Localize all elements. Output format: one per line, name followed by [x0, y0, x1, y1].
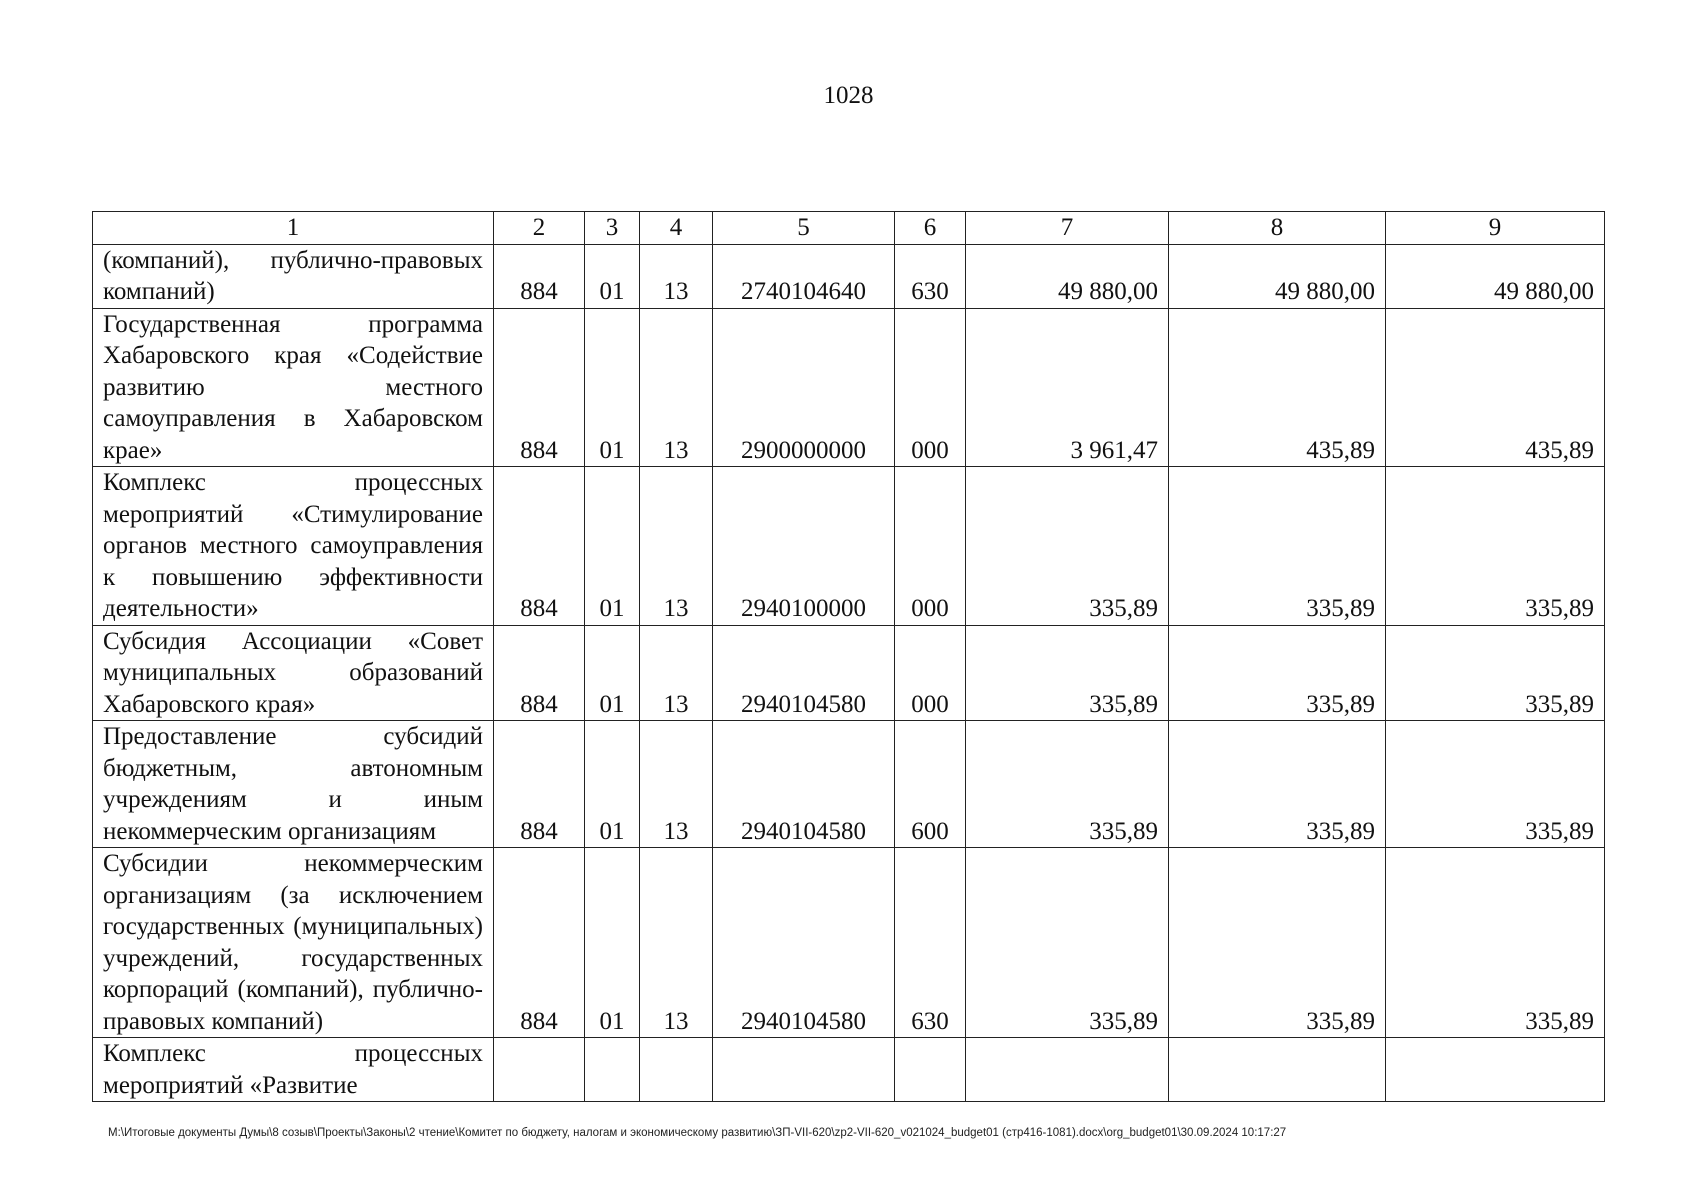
- amount-cell-col9: 335,89: [1386, 467, 1605, 626]
- expense-type-cell: 000: [895, 625, 966, 721]
- row-name-cell: Субсидия Ассоциации «Совет муниципальных образований Хабаровского края»: [93, 625, 494, 721]
- table-row: [93, 848, 1605, 1038]
- row-name-cell: Предоставление субсидий бюджетным, автономным учреждениям и иным некоммерческим организациям: [93, 721, 494, 848]
- ministry-code-cell: [494, 1038, 585, 1102]
- column-header: 6: [895, 212, 966, 245]
- amount-cell-col9: 335,89: [1386, 848, 1605, 1038]
- table-row: [93, 721, 1605, 848]
- ministry-code-cell: 884: [494, 625, 585, 721]
- subsection-code-cell: 13: [640, 244, 713, 308]
- amount-cell-col7: [966, 1038, 1169, 1102]
- row-name-cell: Комплекс процессных мероприятий «Развитие: [93, 1038, 494, 1102]
- expense-type-cell: 630: [895, 244, 966, 308]
- amount-cell-col7: 335,89: [966, 625, 1169, 721]
- budget-table: [92, 211, 1605, 1102]
- file-path-footer: M:\Итоговые документы Думы\8 созыв\Проекты\Законы\2 чтение\Комитет по бюджету, налогам и экономическому развитию\ЗП-VII-620\zp2-VII-620_v021024_budget01 (стр416-1081).docx\org_budget01\30.09.2024 10:17:27: [108, 1127, 1287, 1139]
- target-article-cell: 2940104580: [713, 848, 895, 1038]
- column-header: 7: [966, 212, 1169, 245]
- column-header: 8: [1169, 212, 1386, 245]
- ministry-code-cell: 884: [494, 848, 585, 1038]
- amount-cell-col7: 335,89: [966, 467, 1169, 626]
- row-name-cell: Комплекс процессных мероприятий «Стимулирование органов местного самоуправления к повышению эффективности деятельности»: [93, 467, 494, 626]
- amount-cell-col8: 335,89: [1169, 848, 1386, 1038]
- column-header: 1: [93, 212, 494, 245]
- target-article-cell: 2940100000: [713, 467, 895, 626]
- target-article-cell: 2940104580: [713, 625, 895, 721]
- column-header: 3: [585, 212, 640, 245]
- expense-type-cell: 000: [895, 308, 966, 467]
- subsection-code-cell: 13: [640, 721, 713, 848]
- subsection-code-cell: 13: [640, 308, 713, 467]
- target-article-cell: 2900000000: [713, 308, 895, 467]
- target-article-cell: 2740104640: [713, 244, 895, 308]
- target-article-cell: 2940104580: [713, 721, 895, 848]
- subsection-code-cell: 13: [640, 625, 713, 721]
- column-header: 5: [713, 212, 895, 245]
- section-code-cell: 01: [585, 467, 640, 626]
- row-name-cell: Субсидии некоммерческим организациям (за исключением государственных (муниципальных) учреждений, государственных корпораций (компаний), публично-правовых компаний): [93, 848, 494, 1038]
- subsection-code-cell: 13: [640, 848, 713, 1038]
- amount-cell-col9: [1386, 1038, 1605, 1102]
- expense-type-cell: 630: [895, 848, 966, 1038]
- section-code-cell: 01: [585, 244, 640, 308]
- amount-cell-col7: 335,89: [966, 721, 1169, 848]
- ministry-code-cell: 884: [494, 308, 585, 467]
- section-code-cell: 01: [585, 308, 640, 467]
- amount-cell-col9: 335,89: [1386, 625, 1605, 721]
- column-header: 4: [640, 212, 713, 245]
- amount-cell-col8: 335,89: [1169, 625, 1386, 721]
- ministry-code-cell: 884: [494, 244, 585, 308]
- column-header: 9: [1386, 212, 1605, 245]
- amount-cell-col9: 335,89: [1386, 721, 1605, 848]
- amount-cell-col8: 335,89: [1169, 721, 1386, 848]
- ministry-code-cell: 884: [494, 721, 585, 848]
- row-name-cell: Государственная программа Хабаровского края «Содействие развитию местного самоуправления в Хабаровском крае»: [93, 308, 494, 467]
- ministry-code-cell: 884: [494, 467, 585, 626]
- row-name-cell: (компаний), публично-правовых компаний): [93, 244, 494, 308]
- section-code-cell: 01: [585, 848, 640, 1038]
- expense-type-cell: 000: [895, 467, 966, 626]
- target-article-cell: [713, 1038, 895, 1102]
- amount-cell-col7: 49 880,00: [966, 244, 1169, 308]
- amount-cell-col8: 435,89: [1169, 308, 1386, 467]
- table-row: [93, 467, 1605, 626]
- amount-cell-col8: 49 880,00: [1169, 244, 1386, 308]
- table-row: [93, 625, 1605, 721]
- table-row: [93, 244, 1605, 308]
- amount-cell-col7: 335,89: [966, 848, 1169, 1038]
- amount-cell-col9: 435,89: [1386, 308, 1605, 467]
- table-row: [93, 1038, 1605, 1102]
- section-code-cell: 01: [585, 721, 640, 848]
- page-number: 1028: [823, 82, 874, 109]
- expense-type-cell: 600: [895, 721, 966, 848]
- expense-type-cell: [895, 1038, 966, 1102]
- section-code-cell: [585, 1038, 640, 1102]
- table-row: [93, 308, 1605, 467]
- subsection-code-cell: 13: [640, 467, 713, 626]
- amount-cell-col9: 49 880,00: [1386, 244, 1605, 308]
- amount-cell-col8: 335,89: [1169, 467, 1386, 626]
- amount-cell-col8: [1169, 1038, 1386, 1102]
- column-number-row: [93, 212, 1605, 245]
- section-code-cell: 01: [585, 625, 640, 721]
- column-header: 2: [494, 212, 585, 245]
- subsection-code-cell: [640, 1038, 713, 1102]
- amount-cell-col7: 3 961,47: [966, 308, 1169, 467]
